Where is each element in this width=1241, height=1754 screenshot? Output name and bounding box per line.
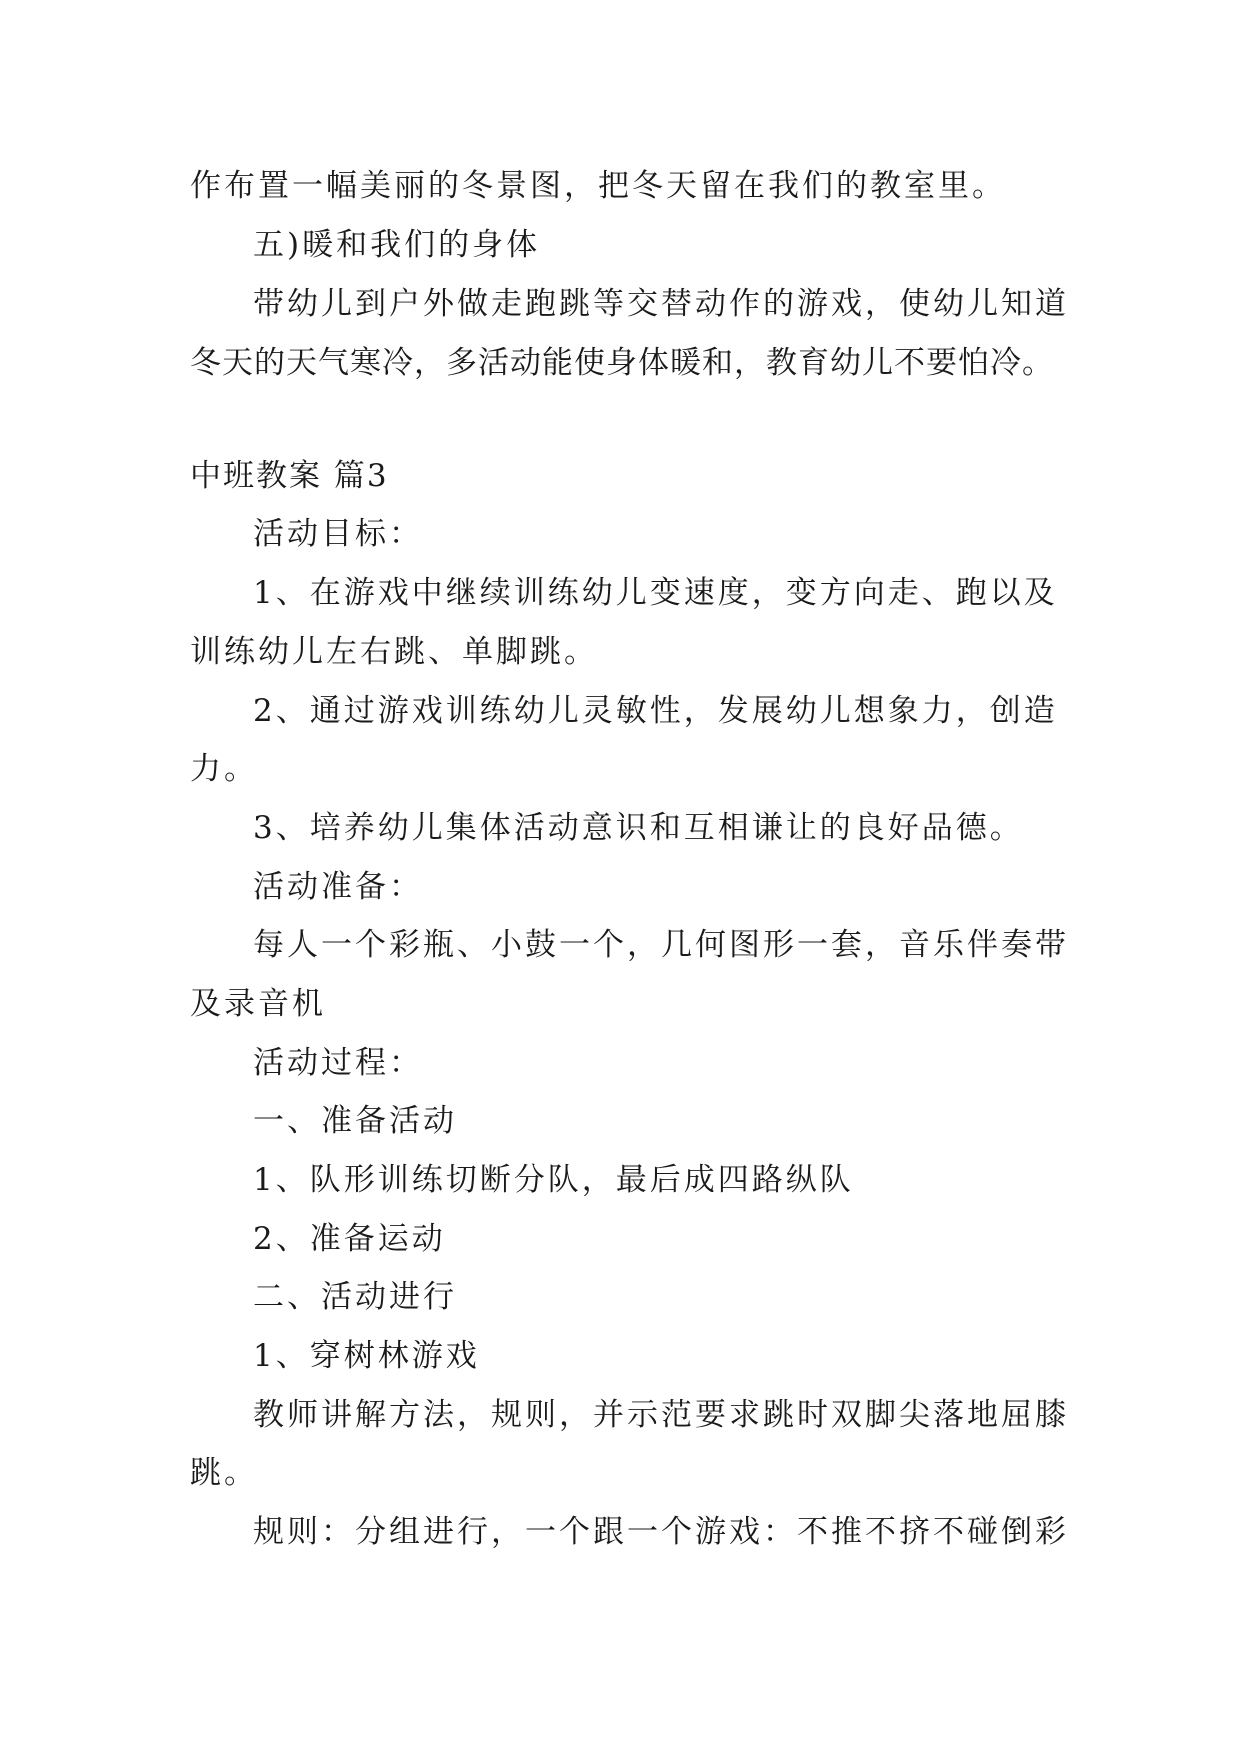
text-line: 2、准备运动 — [253, 1221, 446, 1257]
section-heading: 五)暖和我们的身体 — [253, 227, 541, 263]
text-line: 跳。 — [190, 1455, 258, 1491]
text-line: 2、通过游戏训练幼儿灵敏性，发展幼儿想象力，创造 — [253, 693, 1058, 729]
section-title: 中班教案 篇3 — [190, 458, 389, 494]
text-line: 1、穿树林游戏 — [253, 1338, 480, 1374]
text-line: 及录音机 — [190, 986, 326, 1022]
subheading: 活动目标： — [253, 516, 423, 552]
text-line: 作布置一幅美丽的冬景图，把冬天留在我们的教室里。 — [190, 168, 1006, 204]
text-line: 训练幼儿左右跳、单脚跳。 — [190, 634, 598, 670]
text-line: 规则：分组进行，一个跟一个游戏：不推不挤不碰倒彩 — [253, 1514, 1069, 1550]
text-line: 3、培养幼儿集体活动意识和互相谦让的良好品德。 — [253, 810, 1024, 846]
text-line: 力。 — [190, 751, 258, 787]
text-line: 1、在游戏中继续训练幼儿变速度，变方向走、跑以及 — [253, 575, 1058, 611]
text-line: 教师讲解方法，规则，并示范要求跳时双脚尖落地屈膝 — [253, 1397, 1069, 1433]
subheading: 活动过程： — [253, 1045, 423, 1081]
text-line: 带幼儿到户外做走跑跳等交替动作的游戏，使幼儿知道 — [253, 286, 1069, 322]
subheading: 活动准备： — [253, 869, 423, 905]
text-line: 1、队形训练切断分队，最后成四路纵队 — [253, 1162, 854, 1198]
text-line: 一、准备活动 — [253, 1103, 457, 1139]
text-line: 二、活动进行 — [253, 1279, 457, 1315]
text-line: 每人一个彩瓶、小鼓一个，几何图形一套，音乐伴奏带 — [253, 927, 1069, 963]
text-line: 冬天的天气寒冷，多活动能使身体暖和，教育幼儿不要怕冷。 — [190, 345, 1054, 381]
